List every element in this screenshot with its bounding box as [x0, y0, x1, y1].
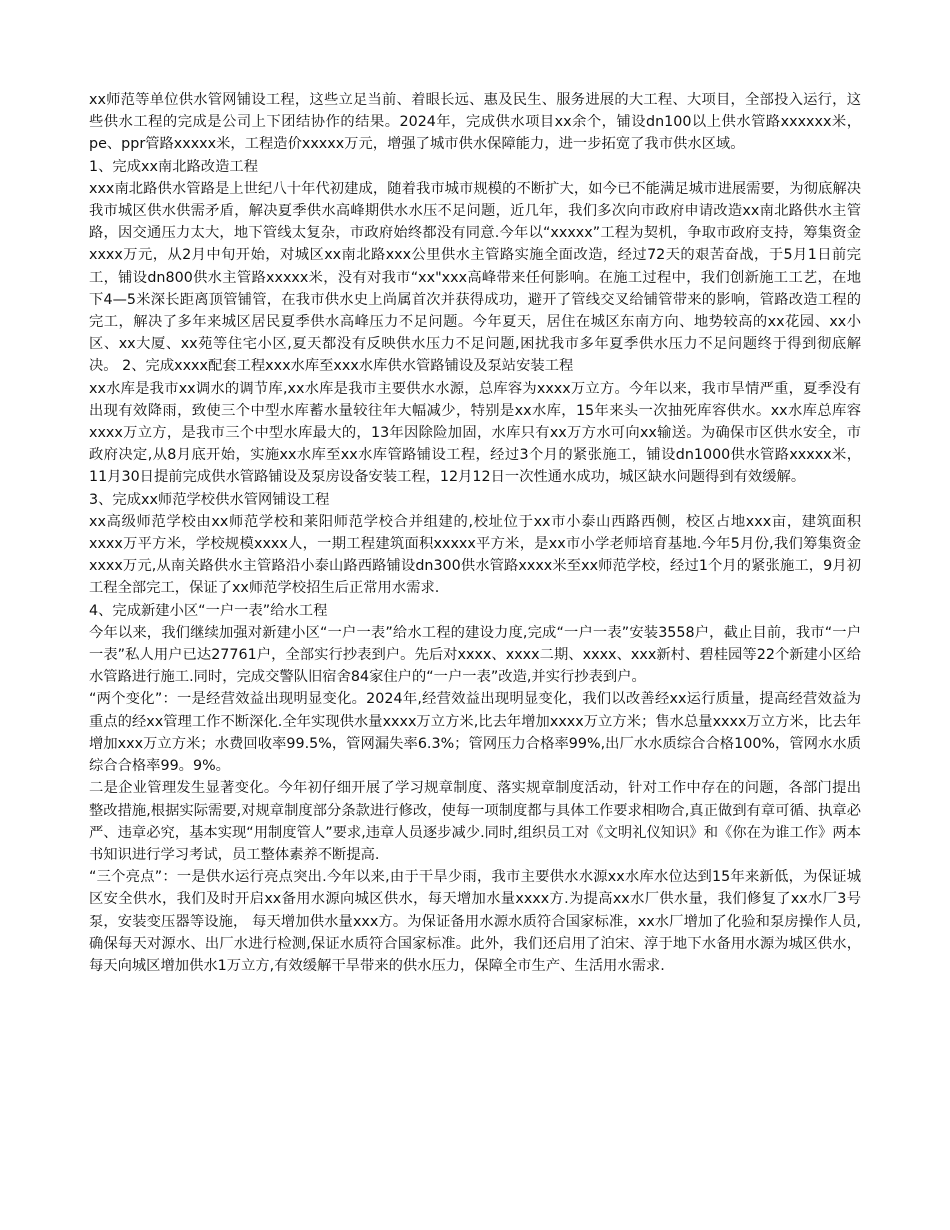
- section-heading-1: 1、完成xx南北路改造工程: [89, 158, 258, 175]
- section-3-paragraph: xx高级师范学校由xx师范学校和莱阳师范学校合并组建的,校址位于xx市小泰山西路西侧，校区占地xxx亩，建筑面积xxxx万平方米，学校规模xxxx人，一期工程建筑面积xxxxx平方米，是xx市小学老师培育基地.今年5月份,我们筹集资金xxxx万元,从南关路供水主管路沿小泰山路西路铺设dn300供水管路xxxx米至xx师范学校，经过1个月的紧张施工，9月初工程全部完工，保证了xx师范学校招生后正常用水需求.: [89, 513, 861, 597]
- section-heading-4: 4、完成新建小区“一户一表”给水工程: [89, 602, 328, 619]
- section-2-paragraph: xx水库是我市xx调水的调节库,xx水库是我市主要供水水源，总库容为xxxx万立方。今年以来，我市旱情严重，夏季没有出现有效降雨，致使三个中型水库蓄水量较往年大幅减少，特别是xx水库，15年来头一次抽死库容供水。xx水库总库容xxxx万立方，是我市三个中型水库最大的，13年因除险加固，水库只有xx万方水可向xx输送。为确保市区供水安全，市政府决定,从8月底开始，实施xx水库至xx水库管路铺设工程，经过3个月的紧张施工，铺设dn1000供水管路xxxxx米，11月30日提前完成供水管路铺设及泵房设备安装工程，12月12日一次性通水成功，城区缺水问题得到有效缓解。: [89, 380, 861, 486]
- section-4-paragraph: 今年以来，我们继续加强对新建小区“一户一表”给水工程的建设力度,完成“一户一表”安装3558户，截止目前，我市“一户一表”私人用户已达27761户，全部实行抄表到户。先后对xxxx、xxxx二期、xxxx、xxx新村、碧桂园等22个新建小区给水管路进行施工.同时，完成交警队旧宿舍84家住户的“一户一表”改造,并实行抄表到户。: [89, 624, 861, 686]
- document-body: [89, 89, 861, 977]
- two-changes-paragraph: “两个变化”：一是经营效益出现明显变化。2024年,经营效益出现明显变化，我们以改善经xx运行质量，提高经营效益为重点的经xx管理工作不断深化.全年实现供水量xxxx万立方米,比去年增加xxxx万立方米；售水总量xxxx万立方米，比去年增加xxx万立方米；水费回收率99.5%，管网漏失率6.3%；管网压力合格率99%,出厂水水质综合合格100%，管网水水质综合合格率99。9%。: [89, 691, 861, 775]
- section-1-paragraph: xxx南北路供水管路是上世纪八十年代初建成，随着我市城市规模的不断扩大，如今已不能满足城市进展需要，为彻底解决我市城区供水供需矛盾，解决夏季供水高峰期供水水压不足问题，近几年，我们多次向市政府申请改造xx南北路供水主管路，因交通压力太大，地下管线太复杂，市政府始终都没有同意.今年以“xxxxx”工程为契机，争取市政府支持，筹集资金xxxx万元，从2月中旬开始，对城区xx南北路xxx公里供水主管路实施全面改造，经过72天的艰苦奋战，于5月1日前完工，铺设dn800供水主管路xxxxx米，没有对我市“xx"xxx高峰带来任何影响。在施工过程中，我们创新施工工艺，在地下4—5米深长距离顶管铺管，在我市供水史上尚属首次并获得成功，避开了管线交叉给铺管带来的影响，管路改造工程的完工，解决了多年来城区居民夏季供水高峰压力不足问题。今年夏天，居住在城区东南方向、地势较高的xx花园、xx小区、xx大厦、xx苑等住宅小区,夏天都没有反映供水压力不足问题,困扰我市多年夏季供水压力不足问题终于得到彻底解决。 2、完成xxxx配套工程xxx水库至xxx水库供水管路铺设及泵站安装工程: [89, 180, 861, 375]
- management-change-paragraph: 二是企业管理发生显著变化。今年初仔细开展了学习规章制度、落实规章制度活动，针对工作中存在的问题，各部门提出整改措施,根据实际需要,对规章制度部分条款进行修改，使每一项制度都与具体工作要求相吻合,真正做到有章可循、执章必严、违章必究，基本实现“用制度管人”要求,违章人员逐步减少.同时,组织员工对《文明礼仪知识》和《你在为谁工作》两本书知识进行学习考试，员工整体素养不断提高.: [89, 780, 861, 863]
- intro-paragraph: xx师范等单位供水管网铺设工程，这些立足当前、着眼长远、惠及民生、服务进展的大工程、大项目，全部投入运行，这些供水工程的完成是公司上下团结协作的结果。2024年，完成供水项目xx余个，铺设dn100以上供水管路xxxxxx米，pe、ppr管路xxxxx米，工程造价xxxxx万元，增强了城市供水保障能力，进一步拓宽了我市供水区域。: [89, 92, 861, 153]
- section-heading-3: 3、完成xx师范学校供水管网铺设工程: [89, 491, 330, 508]
- three-highlights-paragraph: “三个亮点”：一是供水运行亮点突出.今年以来,由于干旱少雨，我市主要供水水源xx水库水位达到15年来新低，为保证城区安全供水，我们及时开启xx备用水源向城区供水，每天增加水量xxxx方.为提高xx水厂供水量，我们修复了xx水厂3号泵，安装变压器等设施， 每天增加供水量xxx方。为保证备用水源水质符合国家标准，xx水厂增加了化验和泵房操作人员,确保每天对源水、出厂水进行检测,保证水质符合国家标准。此外，我们还启用了泊宋、淳于地下水备用水源为城区供水，每天向城区增加供水1万立方,有效缓解干旱带来的供水压力，保障全市生产、生活用水需求.: [89, 869, 861, 974]
